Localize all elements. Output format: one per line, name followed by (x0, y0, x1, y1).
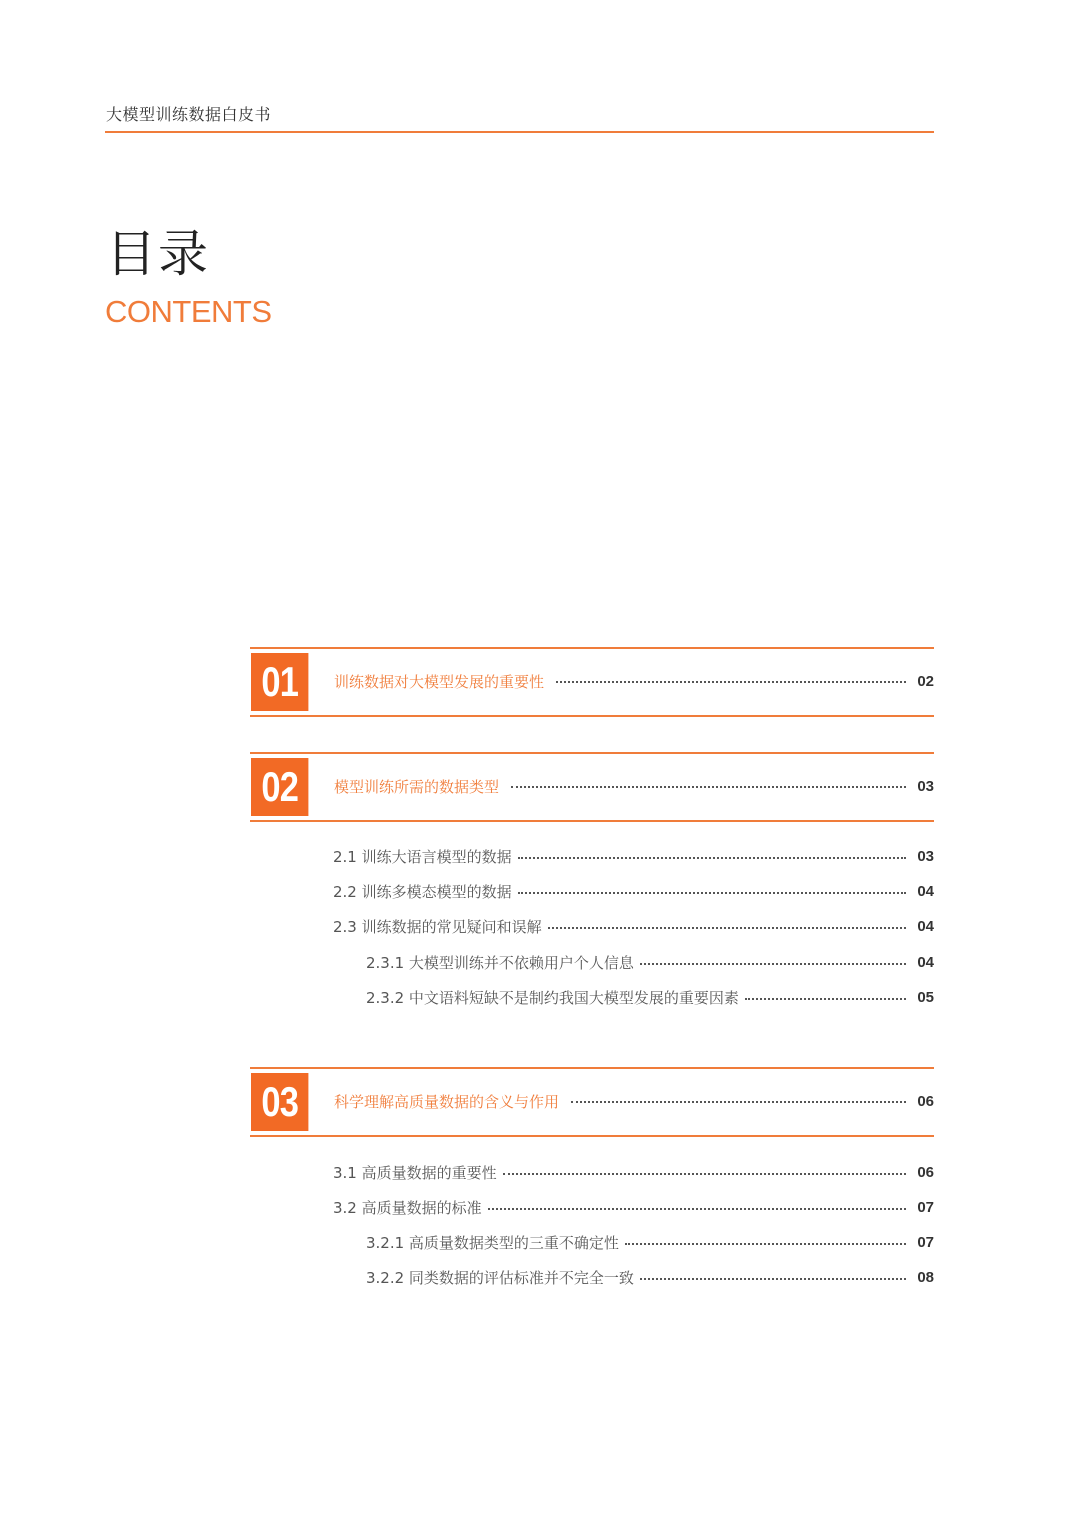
toc-entry[interactable] (250, 1162, 934, 1184)
dot-leader (745, 998, 906, 1000)
chapter-number-badge: 03 (251, 1073, 308, 1131)
toc-entry-label[interactable]: 3.1 高质量数据的重要性 (333, 1164, 497, 1182)
toc-subentry[interactable] (250, 987, 934, 1009)
toc-entry-page: 04 (917, 954, 934, 971)
toc-entry-page: 06 (917, 1164, 934, 1181)
toc-entry-label[interactable]: 2.2 训练多模态模型的数据 (333, 883, 512, 901)
toc-entry[interactable] (250, 881, 934, 903)
chapter-02[interactable] (250, 752, 934, 824)
toc-entry-page: 07 (917, 1234, 934, 1251)
dot-leader (556, 681, 906, 683)
chapter-page-number: 06 (917, 1093, 934, 1110)
toc-entry-page: 08 (917, 1269, 934, 1286)
dot-leader (548, 927, 906, 929)
chapter-top-rule (250, 647, 934, 649)
chapter-number-badge: 01 (251, 653, 308, 711)
toc-entry-label[interactable]: 2.3.2 中文语料短缺不是制约我国大模型发展的重要因素 (366, 989, 739, 1007)
chapter-title[interactable]: 科学理解高质量数据的含义与作用 (334, 1091, 565, 1113)
toc-title-chinese: 目录 (106, 225, 210, 283)
chapter-bottom-rule (250, 1135, 934, 1137)
toc-entry-page: 07 (917, 1199, 934, 1216)
dot-leader (640, 963, 906, 965)
dot-leader (518, 857, 906, 859)
chapter-bottom-rule (250, 820, 934, 822)
chapter-bottom-rule (250, 715, 934, 717)
chapter-03[interactable] (250, 1067, 934, 1139)
toc-subentry[interactable] (250, 1267, 934, 1289)
toc-entry-page: 04 (917, 918, 934, 935)
toc-entry-label[interactable]: 2.3 训练数据的常见疑问和误解 (333, 918, 542, 936)
chapter-number-badge: 02 (251, 758, 308, 816)
toc-entry-label[interactable]: 2.3.1 大模型训练并不依赖用户个人信息 (366, 954, 634, 972)
toc-entry-page: 05 (917, 989, 934, 1006)
toc-entry[interactable] (250, 916, 934, 938)
chapter-top-rule (250, 752, 934, 754)
chapter-page-number: 03 (917, 778, 934, 795)
dot-leader (503, 1173, 906, 1175)
chapter-01[interactable] (250, 647, 934, 719)
dot-leader (625, 1243, 906, 1245)
dot-leader (511, 786, 906, 788)
chapter-title[interactable]: 训练数据对大模型发展的重要性 (334, 671, 550, 693)
document-title: 大模型训练数据白皮书 (106, 105, 272, 124)
dot-leader (640, 1278, 906, 1280)
toc-subentry[interactable] (250, 952, 934, 974)
chapter-page-number: 02 (917, 673, 934, 690)
toc-entry[interactable] (250, 846, 934, 868)
toc-entry-label[interactable]: 3.2.2 同类数据的评估标准并不完全一致 (366, 1269, 634, 1287)
toc-entry-page: 03 (917, 848, 934, 865)
toc-entry[interactable] (250, 1197, 934, 1219)
toc-subentry[interactable] (250, 1232, 934, 1254)
header-divider (105, 131, 934, 133)
dot-leader (488, 1208, 906, 1210)
chapter-top-rule (250, 1067, 934, 1069)
toc-entry-label[interactable]: 3.2.1 高质量数据类型的三重不确定性 (366, 1234, 619, 1252)
chapter-title[interactable]: 模型训练所需的数据类型 (334, 776, 505, 798)
toc-title-english: CONTENTS (105, 294, 272, 329)
dot-leader (518, 892, 906, 894)
toc-entry-page: 04 (917, 883, 934, 900)
dot-leader (571, 1101, 906, 1103)
toc-entry-label[interactable]: 2.1 训练大语言模型的数据 (333, 848, 512, 866)
toc-entry-label[interactable]: 3.2 高质量数据的标准 (333, 1199, 482, 1217)
